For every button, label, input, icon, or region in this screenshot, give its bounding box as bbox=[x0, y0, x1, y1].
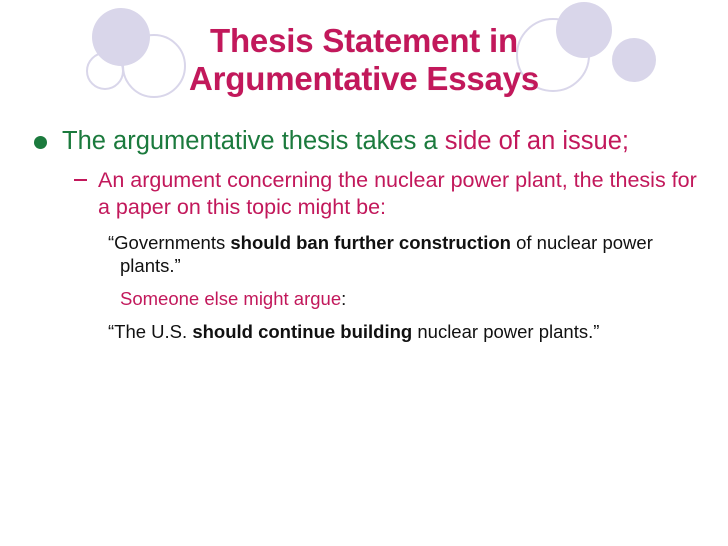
bullet-level1-text: The argumentative thesis takes a bbox=[62, 127, 445, 155]
quote-counter-close: nuclear power plants.” bbox=[412, 321, 600, 342]
quote-primary-bold: should ban further construction bbox=[230, 232, 511, 253]
quote-counter-open: “The U.S. bbox=[108, 321, 193, 342]
quote-counter bbox=[28, 320, 700, 343]
slide-body bbox=[28, 126, 700, 343]
quote-primary-close: of nuclear power plants.” bbox=[120, 232, 653, 276]
counter-argument-label bbox=[28, 287, 700, 310]
bullet-level2-text: An argument concerning the nuclear power plant, the thesis for a paper on this topic might be: bbox=[98, 168, 697, 219]
title-line-2: Argumentative Essays bbox=[189, 60, 539, 97]
title-line-1: Thesis Statement in bbox=[210, 22, 518, 59]
bullet-level1 bbox=[28, 126, 700, 157]
counter-argument-text: Someone else might argue bbox=[120, 288, 342, 309]
page-title bbox=[64, 22, 664, 98]
bullet-disc-icon bbox=[34, 136, 47, 149]
counter-argument-colon: : bbox=[341, 288, 347, 309]
bullet-level2 bbox=[28, 167, 700, 221]
quote-primary bbox=[28, 231, 700, 277]
bullet-dash-icon bbox=[74, 179, 87, 181]
bullet-level1-highlight: side of an issue; bbox=[444, 127, 629, 155]
quote-counter-bold: should continue building bbox=[192, 321, 413, 342]
quote-primary-open: “Governments bbox=[108, 232, 231, 253]
